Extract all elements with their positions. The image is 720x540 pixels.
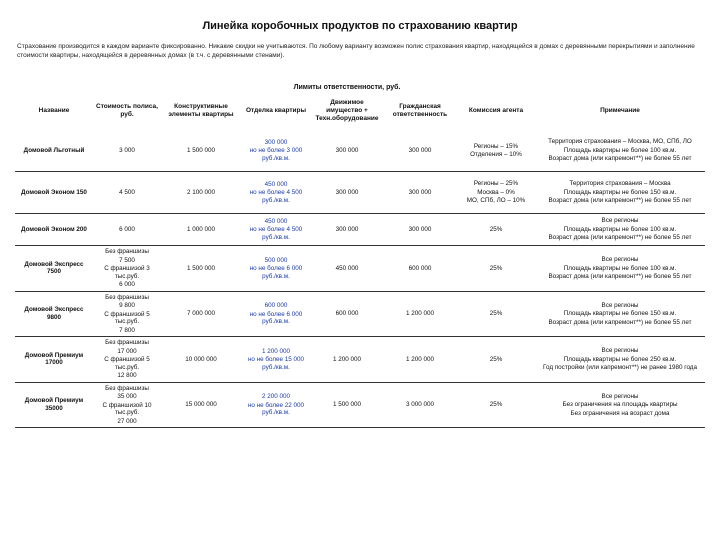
price-cell [93, 172, 161, 214]
construct-cell: 1 000 000 [161, 214, 241, 246]
note-line: Возраст дома (или капремонт**) не более 55 лет [548, 155, 692, 163]
commission-cell [457, 382, 535, 428]
note-line: Площадь квартиры не более 150 кв.м. [563, 310, 677, 317]
price-cell [93, 130, 161, 172]
note-line: Все регионы [601, 347, 639, 354]
finish-line: но не более 4 500 руб./кв.м. [249, 226, 303, 241]
note-line: Все регионы [601, 217, 639, 225]
price-line: 4 500 [119, 188, 135, 196]
commission-line: 25% [489, 225, 503, 233]
price-line: 7 800 [119, 326, 135, 334]
commission-cell [457, 172, 535, 214]
property-cell: 300 000 [311, 172, 383, 214]
price-line: С франшизой 5 тыс.руб. [104, 356, 150, 371]
header-price: Стоимость полиса, руб. [96, 103, 158, 118]
finish-line: 2 200 000 [261, 393, 290, 400]
header-property: Движимое имущество + Техн.оборудование [315, 99, 379, 122]
header-name: Название [38, 107, 70, 114]
commission-cell [457, 291, 535, 337]
finish-line: но не более 22 000 руб./кв.м. [247, 401, 305, 416]
construct-cell: 1 500 000 [161, 246, 241, 292]
note-line: Без ограничения на площадь квартиры [562, 401, 678, 408]
note-line: Территория страхования – Москва [569, 180, 671, 188]
product-name: Домовой Экспресс 7500 [15, 246, 93, 292]
property-cell: 300 000 [311, 130, 383, 172]
note-line: Все регионы [601, 301, 639, 309]
finish-cell [241, 337, 311, 383]
table-row [15, 172, 705, 214]
commission-line: Отделения – 10% [470, 151, 522, 158]
price-line: Без франшизы [105, 248, 149, 255]
commission-line: 25% [489, 401, 503, 408]
finish-line: 300 000 [264, 138, 288, 146]
product-name: Домовой Эконом 150 [15, 172, 93, 214]
finish-line: 600 000 [264, 302, 288, 309]
commission-line: Москва – 0% [477, 188, 515, 196]
finish-line: 500 000 [264, 256, 288, 264]
commission-cell [457, 337, 535, 383]
note-cell [535, 246, 705, 292]
product-name: Домовой Экспресс 9800 [15, 291, 93, 337]
finish-line: но не более 15 000 руб./кв.м. [247, 356, 305, 371]
header-commission: Комиссия агента [468, 107, 524, 114]
price-line: 3 000 [119, 146, 135, 154]
note-cell [535, 172, 705, 214]
price-line: 6 000 [119, 281, 135, 288]
property-cell: 1 200 000 [311, 337, 383, 383]
note-line: Год постройки (или капремонт**) не ранее 1980 года [543, 364, 697, 371]
finish-cell [241, 214, 311, 246]
price-line: 6 000 [119, 225, 135, 233]
table-row [15, 337, 705, 383]
note-line: Площадь квартиры не более 150 кв.м. [563, 188, 677, 196]
table-row [15, 382, 705, 428]
commission-line: МО, СПб, ЛО – 10% [466, 197, 526, 205]
liability-cell: 600 000 [383, 246, 457, 292]
header-construct: Конструктивные элементы квартиры [168, 103, 234, 118]
price-line: Без франшизы [105, 293, 149, 301]
finish-cell [241, 291, 311, 337]
construct-cell: 15 000 000 [161, 382, 241, 428]
liability-cell: 1 200 000 [383, 337, 457, 383]
finish-line: 450 000 [264, 180, 288, 188]
note-line: Площадь квартиры не более 100 кв.м. [563, 146, 677, 154]
finish-line: но не более 6 000 руб./кв.м. [249, 310, 303, 325]
property-cell: 1 500 000 [311, 382, 383, 428]
note-line: Площадь квартиры не более 100 кв.м. [563, 264, 677, 272]
construct-cell: 10 000 000 [161, 337, 241, 383]
liability-cell: 3 000 000 [383, 382, 457, 428]
commission-line: 25% [489, 310, 503, 317]
limits-header: Лимиты ответственности, руб. [293, 84, 401, 91]
construct-cell: 1 500 000 [161, 130, 241, 172]
table-row [15, 214, 705, 246]
price-cell [93, 291, 161, 337]
price-line: 35 000 [117, 393, 137, 400]
price-line: Без франшизы [105, 339, 149, 346]
finish-line: но не более 6 000 руб./кв.м. [249, 265, 303, 280]
price-line: 17 000 [117, 347, 137, 355]
price-line: 12 800 [117, 372, 137, 379]
header-note: Примечание [600, 107, 640, 114]
commission-line: Регионы – 25% [473, 180, 519, 188]
price-cell [93, 246, 161, 292]
product-name: Домовой Премиум 35000 [15, 382, 93, 428]
note-cell [535, 130, 705, 172]
construct-cell: 2 100 000 [161, 172, 241, 214]
liability-cell: 300 000 [383, 214, 457, 246]
property-cell: 450 000 [311, 246, 383, 292]
price-cell [93, 382, 161, 428]
price-line: С франшизой 3 тыс.руб. [104, 265, 150, 280]
note-line: Все регионы [601, 392, 639, 400]
note-line: Без ограничения на возраст дома [570, 409, 670, 417]
finish-cell [241, 172, 311, 214]
price-line: 27 000 [117, 417, 137, 425]
note-line: Возраст дома (или капремонт**) не более 55 лет [548, 197, 692, 205]
table-body [15, 130, 705, 428]
header-finish: Отделка квартиры [245, 107, 307, 114]
liability-cell: 300 000 [383, 130, 457, 172]
commission-cell [457, 214, 535, 246]
finish-cell [241, 246, 311, 292]
note-line: Возраст дома (или капремонт**) не более 55 лет [548, 318, 692, 326]
commission-line: 25% [489, 264, 503, 272]
note-cell [535, 382, 705, 428]
finish-line: но не более 4 500 руб./кв.м. [249, 189, 303, 204]
products-table [15, 93, 705, 428]
commission-line: Регионы – 15% [473, 142, 519, 150]
header-liability: Гражданская ответственность [392, 103, 448, 118]
note-line: Территория страхования – Москва, МО, СПб, ЛО [548, 138, 692, 146]
table-row [15, 130, 705, 172]
construct-cell: 7 000 000 [161, 291, 241, 337]
price-line: 9 800 [119, 302, 135, 309]
note-cell [535, 214, 705, 246]
product-name: Домовой Премиум 17000 [15, 337, 93, 383]
note-line: Возраст дома (или капремонт**) не более 55 лет [548, 273, 692, 280]
finish-line: 450 000 [264, 217, 288, 225]
note-line: Площадь квартиры не более 100 кв.м. [563, 225, 677, 233]
finish-line: но не более 3 000 руб./кв.м. [249, 147, 303, 162]
liability-cell: 1 200 000 [383, 291, 457, 337]
note-cell [535, 337, 705, 383]
liability-cell: 300 000 [383, 172, 457, 214]
note-line: Площадь квартиры не более 250 кв.м. [563, 355, 677, 363]
commission-line: 25% [489, 355, 503, 363]
property-cell: 600 000 [311, 291, 383, 337]
intro-text: Страхование производится в каждом варианте фиксированно. Никакие скидки не учитываются. По любому варианту возможен полис страхования квартир, находящейся в домах с деревянными перекрытиями и заполнение стоимости квартиры, находящейся в деревянных домах (в т.ч. с деревянными стенами). [17, 43, 695, 59]
price-line: 7 500 [119, 256, 135, 264]
price-line: Без франшизы [105, 384, 149, 392]
product-name: Домовой Льготный [15, 130, 93, 172]
page-title: Линейка коробочных продуктов по страхованию квартир [202, 20, 518, 32]
finish-line: 1 200 000 [261, 347, 290, 355]
price-line: С франшизой 10 тыс.руб. [102, 401, 152, 416]
commission-cell [457, 246, 535, 292]
product-name: Домовой Эконом 200 [15, 214, 93, 246]
note-line: Возраст дома (или капремонт**) не более 55 лет [548, 234, 692, 242]
header-row [15, 93, 705, 130]
price-cell [93, 337, 161, 383]
finish-cell [241, 130, 311, 172]
finish-cell [241, 382, 311, 428]
note-line: Все регионы [601, 256, 639, 263]
table-row [15, 291, 705, 337]
property-cell: 300 000 [311, 214, 383, 246]
table-row [15, 246, 705, 292]
commission-cell [457, 130, 535, 172]
price-line: С франшизой 5 тыс.руб. [104, 310, 150, 325]
price-cell [93, 214, 161, 246]
note-cell [535, 291, 705, 337]
